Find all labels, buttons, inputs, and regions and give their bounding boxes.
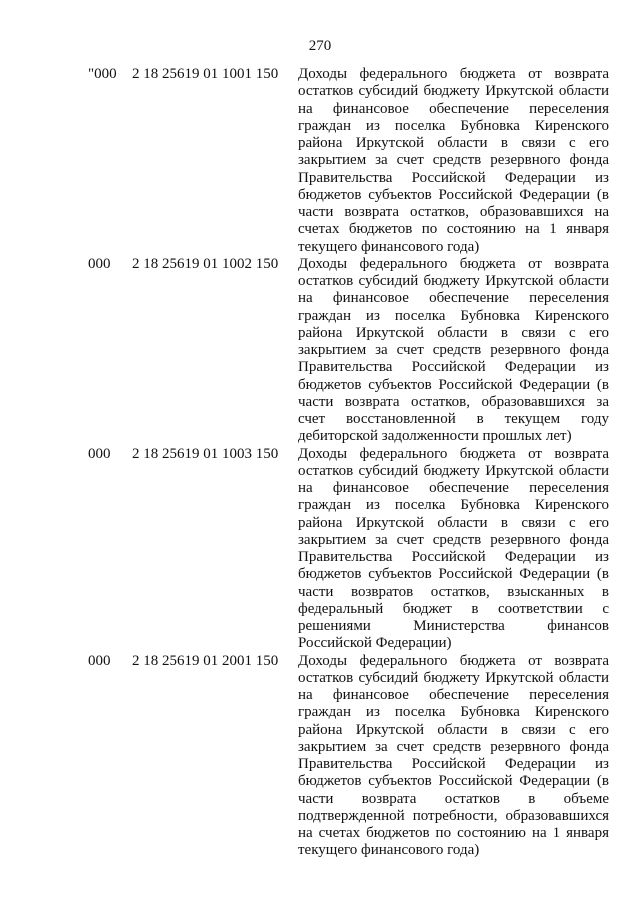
description-line: текущего финансового года) — [298, 238, 480, 255]
description-line: района Иркутской области в связи с его — [298, 324, 609, 341]
description-line: закрытием за счет средств резервного фонда — [298, 342, 609, 358]
description-line: федеральный бюджет в соответствии с — [298, 600, 609, 617]
income-description — [298, 256, 609, 446]
description-line: решениями Министерства финансов — [298, 618, 609, 634]
description-line: на счетах бюджетов по состоянию на 1 января — [298, 825, 609, 841]
description-line: закрытием за счет средств резервного фонда — [298, 152, 609, 169]
description-line: бюджетов субъектов Российской Федерации (в — [298, 773, 609, 790]
admin-code: 000 — [88, 255, 111, 272]
admin-code: "000 — [88, 66, 117, 82]
description-line: части возврата остатков в объеме — [298, 790, 609, 807]
admin-code: 000 — [88, 445, 111, 462]
description-line: Доходы федерального бюджета от возврата — [298, 255, 609, 272]
description-line: остатков субсидий бюджету Иркутской области — [298, 83, 609, 100]
description-line: части возвратов остатков, взысканных в — [298, 583, 609, 600]
budget-entry — [0, 446, 640, 653]
income-description — [298, 653, 609, 860]
budget-classification-code: 2 18 25619 01 2001 150 — [132, 652, 279, 669]
budget-classification-code: 2 18 25619 01 1002 150 — [132, 255, 279, 272]
description-line: счетах бюджетов по состоянию на 1 января — [298, 221, 609, 238]
budget-classification-code: 2 18 25619 01 1001 150 — [132, 66, 279, 82]
description-line: района Иркутской области в связи с его — [298, 135, 609, 151]
description-line: подтвержденной потребности, образовавшихся — [298, 807, 609, 824]
description-line: граждан из поселка Бубновка Киренского — [298, 307, 609, 324]
budget-entry — [0, 66, 640, 256]
description-line: района Иркутской области в связи с его — [298, 514, 609, 531]
description-line: на финансовое обеспечение переселения — [298, 480, 609, 496]
description-line: остатков субсидий бюджету Иркутской области — [298, 462, 609, 479]
description-line: части возврата остатков, образовавшихся на — [298, 204, 609, 220]
description-line: Российской Федерации) — [298, 635, 452, 652]
income-description — [298, 446, 609, 653]
admin-code: 000 — [88, 652, 111, 669]
description-line: счет восстановленной в текущем году — [298, 411, 609, 427]
description-line: бюджетов субъектов Российской Федерации (в — [298, 566, 609, 583]
description-line: района Иркутской области в связи с его — [298, 721, 609, 738]
description-line: текущего финансового года) — [298, 842, 480, 859]
description-line: закрытием за счет средств резервного фонда — [298, 738, 609, 755]
description-line: Правительства Российской Федерации из — [298, 756, 609, 772]
description-line: дебиторской задолженности прошлых лет) — [298, 428, 572, 445]
description-line: части возврата остатков, образовавшихся за — [298, 393, 609, 410]
description-line: граждан из поселка Бубновка Киренского — [298, 117, 609, 134]
description-line: Правительства Российской Федерации из — [298, 169, 609, 186]
description-line: остатков субсидий бюджету Иркутской области — [298, 669, 609, 686]
income-description — [298, 66, 609, 256]
description-line: Доходы федерального бюджета от возврата — [298, 652, 609, 669]
description-line: закрытием за счет средств резервного фонда — [298, 531, 609, 548]
description-line: граждан из поселка Бубновка Киренского — [298, 704, 609, 721]
description-line: на финансовое обеспечение переселения — [298, 100, 609, 117]
description-line: Доходы федерального бюджета от возврата — [298, 66, 609, 82]
budget-entry — [0, 653, 640, 860]
description-line: на финансовое обеспечение переселения — [298, 687, 609, 703]
description-line: на финансовое обеспечение переселения — [298, 290, 609, 307]
description-line: Правительства Российской Федерации из — [298, 549, 609, 565]
description-line: бюджетов субъектов Российской Федерации (в — [298, 186, 609, 203]
budget-classification-code: 2 18 25619 01 1003 150 — [132, 445, 279, 462]
description-line: Правительства Российской Федерации из — [298, 359, 609, 376]
description-line: Доходы федерального бюджета от возврата — [298, 445, 609, 462]
budget-entry — [0, 256, 640, 446]
budget-code-list — [0, 66, 640, 860]
description-line: граждан из поселка Бубновка Киренского — [298, 497, 609, 514]
description-line: бюджетов субъектов Российской Федерации (в — [298, 376, 609, 393]
page-number: 270 — [308, 38, 332, 54]
description-line: остатков субсидий бюджету Иркутской области — [298, 273, 609, 289]
